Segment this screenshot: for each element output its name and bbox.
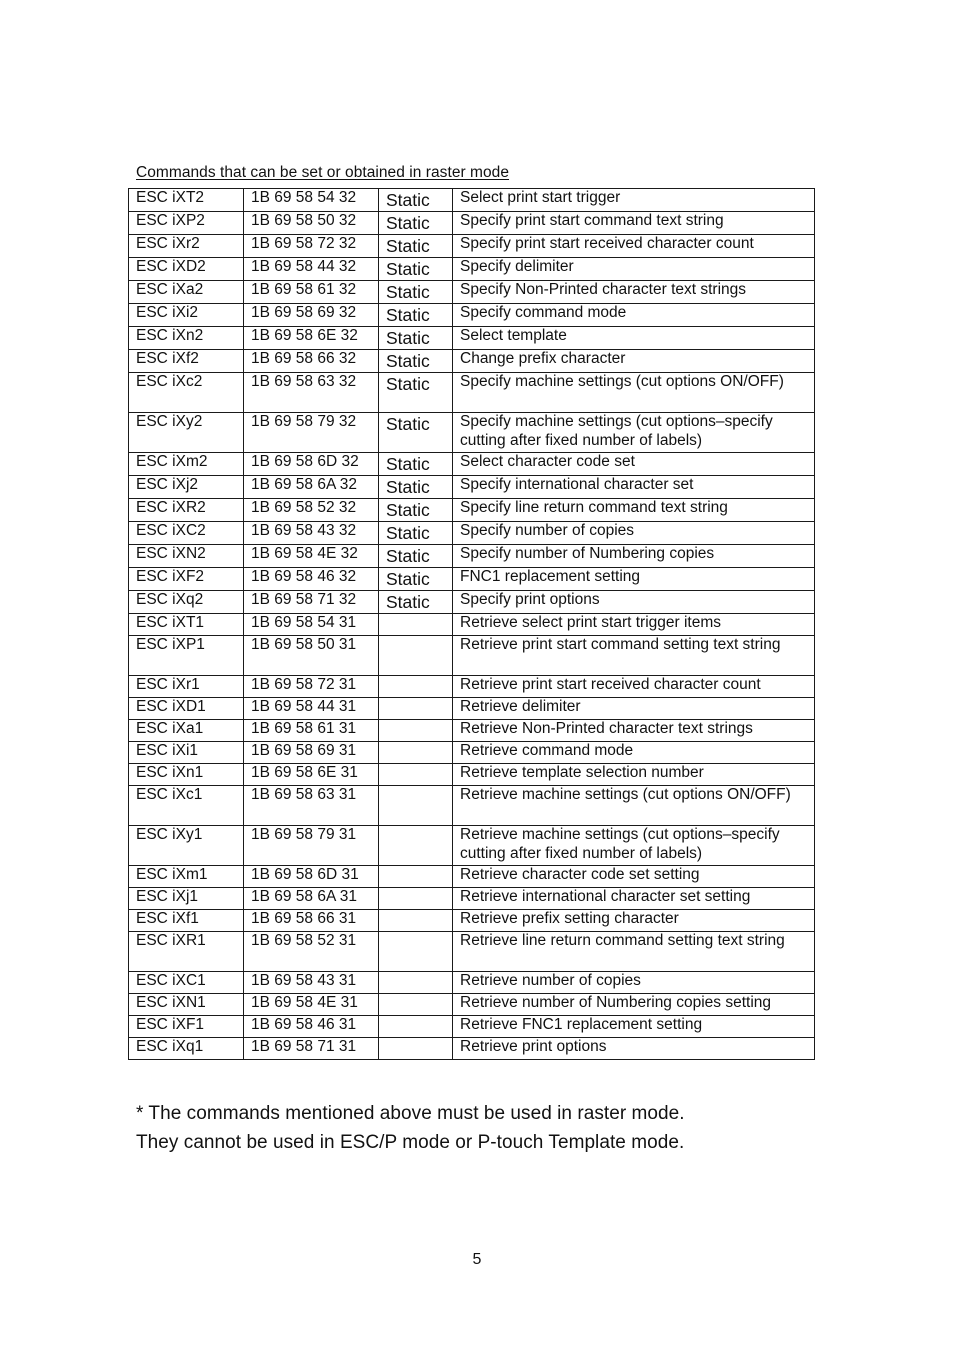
type-cell — [379, 972, 453, 994]
hex-code-cell: 1B 69 58 63 32 — [244, 373, 379, 413]
table-row — [129, 545, 815, 568]
table-row — [129, 591, 815, 614]
type-cell: Static — [379, 499, 453, 522]
command-cell: ESC iXT1 — [129, 614, 244, 636]
command-cell: ESC iXD1 — [129, 698, 244, 720]
type-cell: Static — [379, 258, 453, 281]
command-cell: ESC iXq1 — [129, 1038, 244, 1060]
type-cell — [379, 742, 453, 764]
type-cell: Static — [379, 522, 453, 545]
hex-code-cell: 1B 69 58 6A 31 — [244, 888, 379, 910]
command-cell: ESC iXP2 — [129, 212, 244, 235]
type-cell — [379, 826, 453, 866]
description-cell: FNC1 replacement setting — [453, 568, 815, 591]
type-cell — [379, 764, 453, 786]
description-cell: Retrieve international character set setting — [453, 888, 815, 910]
description-cell: Retrieve template selection number — [453, 764, 815, 786]
type-cell — [379, 1016, 453, 1038]
hex-code-cell: 1B 69 58 44 32 — [244, 258, 379, 281]
type-cell — [379, 866, 453, 888]
command-cell: ESC iXj2 — [129, 476, 244, 499]
description-cell: Retrieve command mode — [453, 742, 815, 764]
hex-code-cell: 1B 69 58 46 31 — [244, 1016, 379, 1038]
hex-code-cell: 1B 69 58 50 32 — [244, 212, 379, 235]
table-row — [129, 826, 815, 866]
table-row — [129, 350, 815, 373]
command-cell: ESC iXc2 — [129, 373, 244, 413]
table-row — [129, 994, 815, 1016]
description-cell: Retrieve machine settings (cut options ON/OFF) — [453, 786, 815, 826]
description-cell: Specify print options — [453, 591, 815, 614]
hex-code-cell: 1B 69 58 72 31 — [244, 676, 379, 698]
hex-code-cell: 1B 69 58 79 32 — [244, 413, 379, 453]
command-cell: ESC iXf2 — [129, 350, 244, 373]
command-cell: ESC iXR2 — [129, 499, 244, 522]
table-row — [129, 212, 815, 235]
table-row — [129, 281, 815, 304]
command-cell: ESC iXT2 — [129, 189, 244, 212]
table-row — [129, 636, 815, 676]
description-cell: Specify number of Numbering copies — [453, 545, 815, 568]
description-cell: Specify number of copies — [453, 522, 815, 545]
type-cell: Static — [379, 545, 453, 568]
hex-code-cell: 1B 69 58 71 32 — [244, 591, 379, 614]
command-cell: ESC iXa1 — [129, 720, 244, 742]
type-cell — [379, 994, 453, 1016]
note-line-1: * The commands mentioned above must be used in raster mode. — [136, 1103, 685, 1124]
table-caption: Commands that can be set or obtained in raster mode — [136, 164, 510, 181]
type-cell — [379, 720, 453, 742]
hex-code-cell: 1B 69 58 66 32 — [244, 350, 379, 373]
table-row — [129, 304, 815, 327]
hex-code-cell: 1B 69 58 52 31 — [244, 932, 379, 972]
table-row — [129, 258, 815, 281]
type-cell: Static — [379, 327, 453, 350]
hex-code-cell: 1B 69 58 6E 31 — [244, 764, 379, 786]
command-cell: ESC iXr1 — [129, 676, 244, 698]
command-cell: ESC iXi2 — [129, 304, 244, 327]
hex-code-cell: 1B 69 58 43 31 — [244, 972, 379, 994]
table-row — [129, 786, 815, 826]
table-row — [129, 373, 815, 413]
hex-code-cell: 1B 69 58 46 32 — [244, 568, 379, 591]
table-row — [129, 720, 815, 742]
type-cell: Static — [379, 476, 453, 499]
description-cell: Retrieve machine settings (cut options–specify cutting after fixed number of labels) — [453, 826, 815, 866]
type-cell: Static — [379, 373, 453, 413]
hex-code-cell: 1B 69 58 43 32 — [244, 522, 379, 545]
command-cell: ESC iXy2 — [129, 413, 244, 453]
type-cell: Static — [379, 212, 453, 235]
command-cell: ESC iXy1 — [129, 826, 244, 866]
command-cell: ESC iXF1 — [129, 1016, 244, 1038]
table-row — [129, 1038, 815, 1060]
command-cell: ESC iXn2 — [129, 327, 244, 350]
command-cell: ESC iXj1 — [129, 888, 244, 910]
table-row — [129, 698, 815, 720]
type-cell: Static — [379, 350, 453, 373]
type-cell — [379, 910, 453, 932]
command-cell: ESC iXi1 — [129, 742, 244, 764]
hex-code-cell: 1B 69 58 6A 32 — [244, 476, 379, 499]
type-cell — [379, 636, 453, 676]
type-cell — [379, 698, 453, 720]
type-cell — [379, 888, 453, 910]
hex-code-cell: 1B 69 58 61 32 — [244, 281, 379, 304]
table-row — [129, 522, 815, 545]
type-cell — [379, 786, 453, 826]
table-row — [129, 327, 815, 350]
command-cell: ESC iXr2 — [129, 235, 244, 258]
table-row — [129, 413, 815, 453]
hex-code-cell: 1B 69 58 50 31 — [244, 636, 379, 676]
description-cell: Retrieve select print start trigger items — [453, 614, 815, 636]
command-cell: ESC iXm1 — [129, 866, 244, 888]
command-cell: ESC iXC1 — [129, 972, 244, 994]
hex-code-cell: 1B 69 58 6D 32 — [244, 453, 379, 476]
description-cell: Specify print start received character count — [453, 235, 815, 258]
type-cell: Static — [379, 189, 453, 212]
command-cell: ESC iXq2 — [129, 591, 244, 614]
type-cell: Static — [379, 591, 453, 614]
type-cell: Static — [379, 304, 453, 327]
table-row — [129, 189, 815, 212]
command-cell: ESC iXN1 — [129, 994, 244, 1016]
command-cell: ESC iXR1 — [129, 932, 244, 972]
type-cell: Static — [379, 235, 453, 258]
description-cell: Retrieve character code set setting — [453, 866, 815, 888]
table-row — [129, 910, 815, 932]
command-cell: ESC iXc1 — [129, 786, 244, 826]
hex-code-cell: 1B 69 58 69 32 — [244, 304, 379, 327]
command-cell: ESC iXN2 — [129, 545, 244, 568]
table-row — [129, 568, 815, 591]
command-table-body — [129, 189, 815, 1060]
table-row — [129, 235, 815, 258]
description-cell: Select template — [453, 327, 815, 350]
table-row — [129, 476, 815, 499]
description-cell: Retrieve FNC1 replacement setting — [453, 1016, 815, 1038]
hex-code-cell: 1B 69 58 71 31 — [244, 1038, 379, 1060]
type-cell — [379, 1038, 453, 1060]
description-cell: Specify international character set — [453, 476, 815, 499]
hex-code-cell: 1B 69 58 6E 32 — [244, 327, 379, 350]
description-cell: Specify print start command text string — [453, 212, 815, 235]
type-cell — [379, 932, 453, 972]
table-row — [129, 932, 815, 972]
table-row — [129, 676, 815, 698]
table-row — [129, 453, 815, 476]
description-cell: Specify Non-Printed character text strings — [453, 281, 815, 304]
command-table — [128, 188, 815, 1060]
description-cell: Retrieve print options — [453, 1038, 815, 1060]
table-row — [129, 614, 815, 636]
table-row — [129, 764, 815, 786]
command-cell: ESC iXC2 — [129, 522, 244, 545]
command-cell: ESC iXn1 — [129, 764, 244, 786]
hex-code-cell: 1B 69 58 4E 32 — [244, 545, 379, 568]
command-cell: ESC iXD2 — [129, 258, 244, 281]
description-cell: Retrieve Non-Printed character text strings — [453, 720, 815, 742]
type-cell: Static — [379, 453, 453, 476]
type-cell: Static — [379, 568, 453, 591]
hex-code-cell: 1B 69 58 69 31 — [244, 742, 379, 764]
command-cell: ESC iXm2 — [129, 453, 244, 476]
description-cell: Specify machine settings (cut options ON/OFF) — [453, 373, 815, 413]
hex-code-cell: 1B 69 58 63 31 — [244, 786, 379, 826]
table-row — [129, 742, 815, 764]
hex-code-cell: 1B 69 58 44 31 — [244, 698, 379, 720]
description-cell: Specify command mode — [453, 304, 815, 327]
description-cell: Select print start trigger — [453, 189, 815, 212]
table-row — [129, 888, 815, 910]
page-number: 5 — [472, 1251, 482, 1268]
table-row — [129, 866, 815, 888]
hex-code-cell: 1B 69 58 6D 31 — [244, 866, 379, 888]
hex-code-cell: 1B 69 58 54 32 — [244, 189, 379, 212]
description-cell: Retrieve line return command setting text string — [453, 932, 815, 972]
description-cell: Specify line return command text string — [453, 499, 815, 522]
hex-code-cell: 1B 69 58 66 31 — [244, 910, 379, 932]
description-cell: Select character code set — [453, 453, 815, 476]
hex-code-cell: 1B 69 58 61 31 — [244, 720, 379, 742]
description-cell: Retrieve print start received character count — [453, 676, 815, 698]
table-row — [129, 1016, 815, 1038]
type-cell — [379, 614, 453, 636]
description-cell: Change prefix character — [453, 350, 815, 373]
command-cell: ESC iXf1 — [129, 910, 244, 932]
type-cell: Static — [379, 281, 453, 304]
description-cell: Retrieve delimiter — [453, 698, 815, 720]
type-cell — [379, 676, 453, 698]
description-cell: Retrieve print start command setting text string — [453, 636, 815, 676]
hex-code-cell: 1B 69 58 79 31 — [244, 826, 379, 866]
hex-code-cell: 1B 69 58 54 31 — [244, 614, 379, 636]
table-row — [129, 499, 815, 522]
table-row — [129, 972, 815, 994]
note-line-2: They cannot be used in ESC/P mode or P-touch Template mode. — [136, 1132, 685, 1153]
hex-code-cell: 1B 69 58 72 32 — [244, 235, 379, 258]
type-cell: Static — [379, 413, 453, 453]
description-cell: Retrieve number of copies — [453, 972, 815, 994]
description-cell: Specify delimiter — [453, 258, 815, 281]
description-cell: Retrieve number of Numbering copies setting — [453, 994, 815, 1016]
description-cell: Specify machine settings (cut options–specify cutting after fixed number of labels) — [453, 413, 815, 453]
hex-code-cell: 1B 69 58 52 32 — [244, 499, 379, 522]
description-cell: Retrieve prefix setting character — [453, 910, 815, 932]
hex-code-cell: 1B 69 58 4E 31 — [244, 994, 379, 1016]
command-cell: ESC iXa2 — [129, 281, 244, 304]
command-cell: ESC iXF2 — [129, 568, 244, 591]
command-cell: ESC iXP1 — [129, 636, 244, 676]
